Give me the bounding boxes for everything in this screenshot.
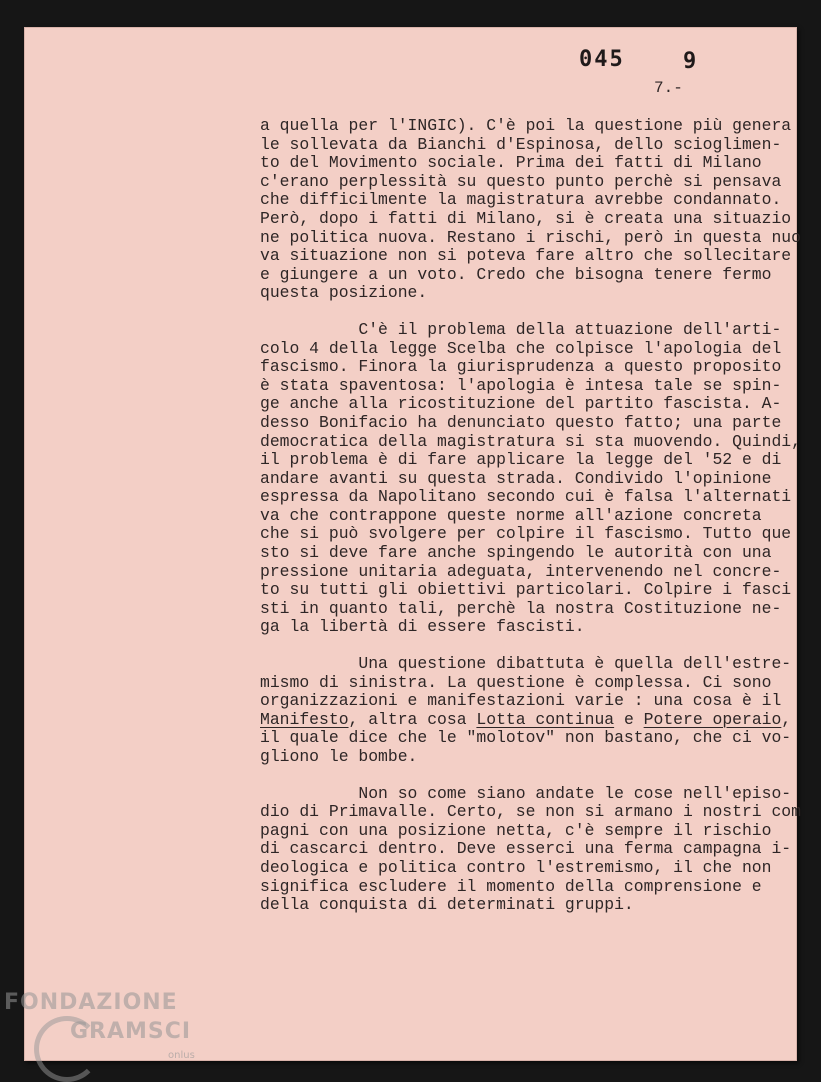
text-line [260,525,800,544]
text-line [260,414,800,433]
text-segment: va situazione non si poteva fare altro che sollecitare [260,246,792,266]
text-segment: che difficilmente la magistratura avrebbe condannato. [260,190,782,210]
text-line [260,247,800,266]
underlined-title: Lotta continua [476,709,615,729]
text-line [260,229,800,248]
text-segment: organizzazioni e manifestazioni varie : una cosa è il [260,691,782,711]
text-segment: e giungere a un voto. Credo che bisogna tenere fermo [260,264,772,284]
archive-watermark [4,990,195,1061]
text-segment: e [614,709,644,729]
text-line [260,395,800,414]
text-line [260,655,800,674]
text-line [260,878,800,897]
text-line [260,896,800,915]
text-segment: a quella per l'INGIC). C'è poi la questione più genera [260,116,792,135]
text-segment: fascismo. Finora la giurisprudenza a questo proposito [260,357,782,377]
text-segment: Una questione dibattuta è quella dell'estre- [260,654,792,674]
text-segment: il quale dice che le "molotov" non bastano, che ci vo- [260,728,792,748]
folio-number: 9 [683,49,697,74]
text-segment: questa posizione. [260,283,428,303]
text-segment: di cascarci dentro. Deve esserci una ferma campagna i- [260,839,792,859]
text-line [260,581,800,600]
text-line [260,173,800,192]
text-line [260,358,800,377]
text-line [260,600,800,619]
text-line [260,840,800,859]
text-segment: sto si deve fare anche spingendo le autorità con una [260,543,772,563]
text-segment: colo 4 della legge Scelba che colpisce l'apologia del [260,338,782,358]
text-segment: democratica della magistratura si sta muovendo. Quindi, [260,431,801,451]
text-segment: andare avanti su questa strada. Condivido l'opinione [260,468,772,488]
text-segment: il problema è di fare applicare la legge del '52 e di [260,450,782,470]
text-segment: deologica e politica contro l'estremismo, il che non [260,857,772,877]
text-segment: gliono le bombe. [260,747,418,766]
text-line [260,563,800,582]
text-line [260,711,800,730]
text-line [260,507,800,526]
text-segment: sti in quanto tali, perchè la nostra Costituzione ne- [260,598,782,618]
text-segment: desso Bonifacio ha denunciato questo fatto; una parte [260,412,782,432]
text-line [260,154,800,173]
paragraph [260,785,800,915]
text-segment: pagni con una posizione netta, c'è sempre il rischio [260,820,772,840]
text-segment: c'erano perplessità su questo punto perchè si pensava [260,171,782,191]
text-line [260,433,800,452]
page-number: 7.- [654,79,683,97]
paragraph [260,117,800,303]
text-line [260,284,800,303]
text-segment: espressa da Napolitano secondo cui è falsa l'alternati [260,487,792,507]
text-line [260,822,800,841]
watermark-line-3: onlus [168,1050,195,1061]
underlined-title: Manifesto [260,709,349,729]
typed-text-body [260,117,800,933]
text-segment: C'è il problema della attuazione dell'arti- [260,319,782,339]
text-segment: to del Movimento sociale. Prima dei fatti di Milano [260,153,762,173]
text-segment: Non so come siano andate le cose nell'episo- [260,783,792,803]
text-line [260,210,800,229]
text-line [260,321,800,340]
text-line [260,785,800,804]
text-segment: to su tutti gli obiettivi particolari. Colpire i fasci [260,580,792,600]
text-line [260,729,800,748]
text-line [260,748,800,767]
text-line [260,618,800,637]
text-segment: ge anche alla ricostituzione del partito fascista. A- [260,394,782,414]
text-segment: le sollevata da Bianchi d'Espinosa, dello scioglimen- [260,134,782,154]
text-segment: Però, dopo i fatti di Milano, si è creata una situazio [260,208,792,228]
text-line [260,191,800,210]
text-segment: significa escludere il momento della comprensione e [260,876,762,896]
text-segment: mismo di sinistra. La questione è complessa. Ci sono [260,672,772,692]
text-line [260,451,800,470]
document-number: 045 [579,47,625,72]
text-segment: della conquista di determinati gruppi. [260,895,634,915]
watermark-line-1: FONDAZIONE [4,990,178,1015]
text-line [260,674,800,693]
text-segment: è stata spaventosa: l'apologia è intesa tale se spin- [260,375,782,395]
text-line [260,340,800,359]
text-segment: , altra cosa [348,709,477,729]
text-segment: ga la libertà di essere fascisti. [260,617,585,637]
text-segment: che si può svolgere per colpire il fascismo. Tutto que [260,524,792,544]
text-segment: dio di Primavalle. Certo, se non si armano i nostri com [260,802,801,822]
text-line [260,136,800,155]
paragraph [260,321,800,637]
text-line [260,117,800,136]
watermark-line-2: GRAMSCI [70,1019,192,1044]
text-line [260,692,800,711]
text-segment: , [781,709,792,729]
watermark-logo-icon [34,1016,100,1082]
text-line [260,266,800,285]
document-page [24,27,801,1061]
paragraph [260,655,800,767]
text-segment: ne politica nuova. Restano i rischi, però in questa nuo [260,227,801,247]
text-line [260,470,800,489]
text-line [260,488,800,507]
text-line [260,544,800,563]
underlined-title: Potere operaio [643,709,782,729]
text-line [260,859,800,878]
text-segment: pressione unitaria adeguata, intervenendo nel concre- [260,561,782,581]
text-line [260,377,800,396]
text-line [260,803,800,822]
text-segment: va che contrappone queste norme all'azione concreta [260,505,762,525]
